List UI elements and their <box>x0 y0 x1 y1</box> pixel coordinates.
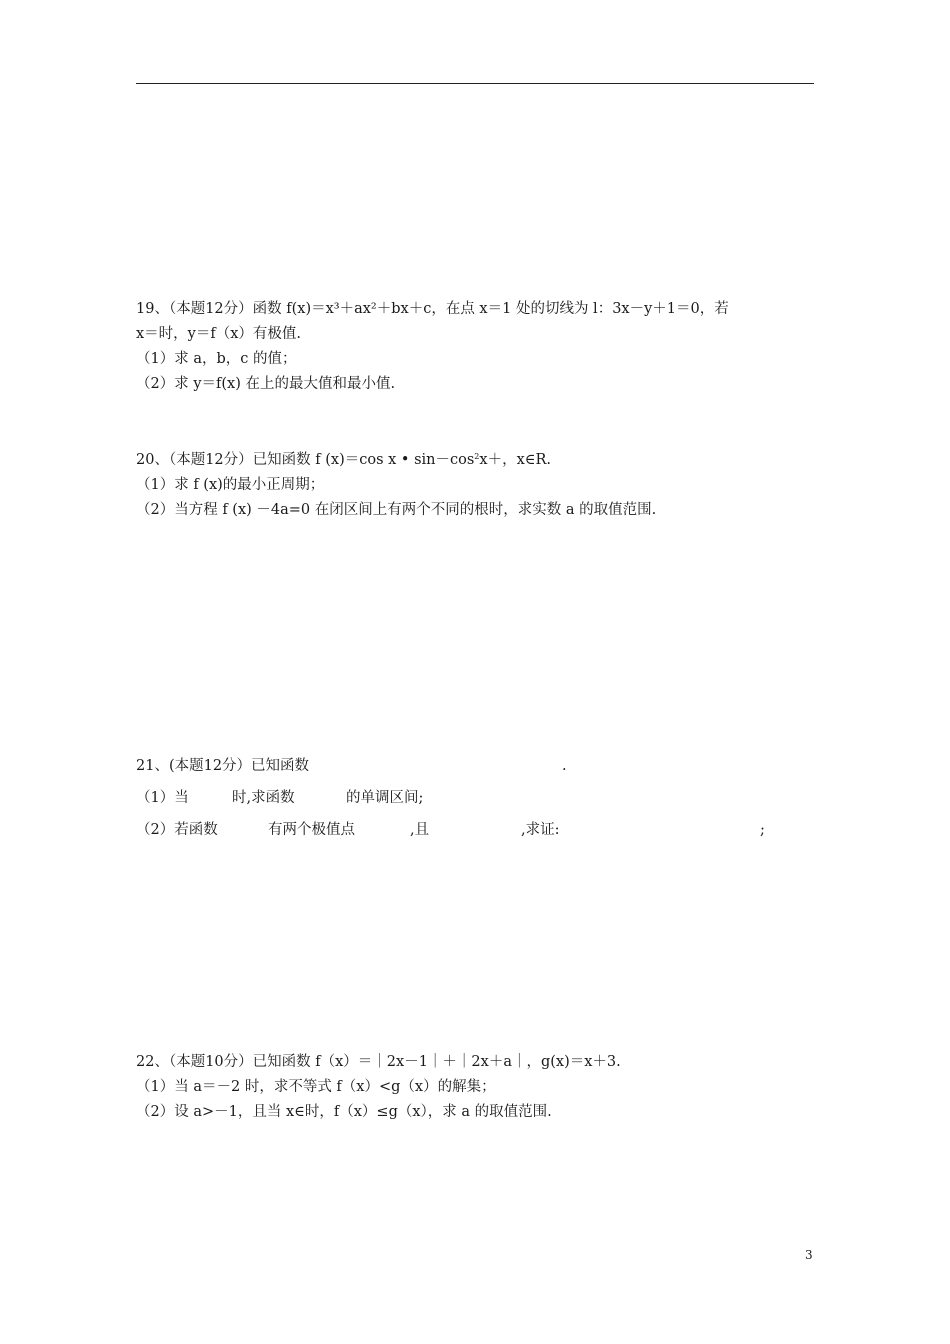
q21-part2-c: ,且 <box>410 822 430 838</box>
q20-part1: （1）求 f (x)的最小正周期； <box>136 477 325 493</box>
q22-part2: （2）设 a>－1，且当 x∈时，f（x）≤g（x），求 a 的取值范围. <box>136 1104 552 1120</box>
q22-stem: 22、（本题10分）已知函数 f（x）＝｜2x－1｜＋｜2x＋a｜，g(x)＝x＋3. <box>136 1054 621 1070</box>
q20-stem-sup: 2 <box>474 452 480 461</box>
q19-part2: （2）求 y＝f(x) 在上的最大值和最小值. <box>136 376 396 392</box>
q19-stem-line2: x＝时，y＝f（x）有极值. <box>136 326 302 342</box>
q21-stem-end: . <box>562 758 567 774</box>
q20-stem-prefix: 20、（本题12分）已知函数 f (x)＝cos x • sin－cos <box>136 452 475 468</box>
q21-part2-end: ; <box>760 822 765 838</box>
header-rule <box>136 83 814 84</box>
q21-part2-d: ,求证: <box>521 822 560 838</box>
q21-part2-b: 有两个极值点 <box>268 822 355 838</box>
q19-part1: （1）求 a，b，c 的值； <box>136 351 297 367</box>
q21-stem: 21、(本题12分）已知函数 <box>136 758 310 774</box>
q20-stem-suffix: x＋，x∈R. <box>479 452 552 468</box>
q19-stem-line1: 19、（本题12分）函数 f(x)＝x³＋ax²＋bx＋c，在点 x＝1 处的切线为 l：3x－y＋1＝0，若 <box>136 301 729 317</box>
q21-part1-b: 时,求函数 <box>232 790 295 806</box>
q21-part1-a: （1）当 <box>136 790 189 806</box>
q22-part1: （1）当 a＝－2 时，求不等式 f（x）<g（x）的解集； <box>136 1079 496 1095</box>
q20-stem <box>136 450 551 470</box>
q21-part2-a: （2）若函数 <box>136 822 218 838</box>
page-number: 3 <box>805 1248 813 1262</box>
q21-part1-c: 的单调区间; <box>346 790 424 806</box>
q20-part2: （2）当方程 f (x) －4a=0 在闭区间上有两个不同的根时，求实数 a 的取值范围. <box>136 502 657 518</box>
